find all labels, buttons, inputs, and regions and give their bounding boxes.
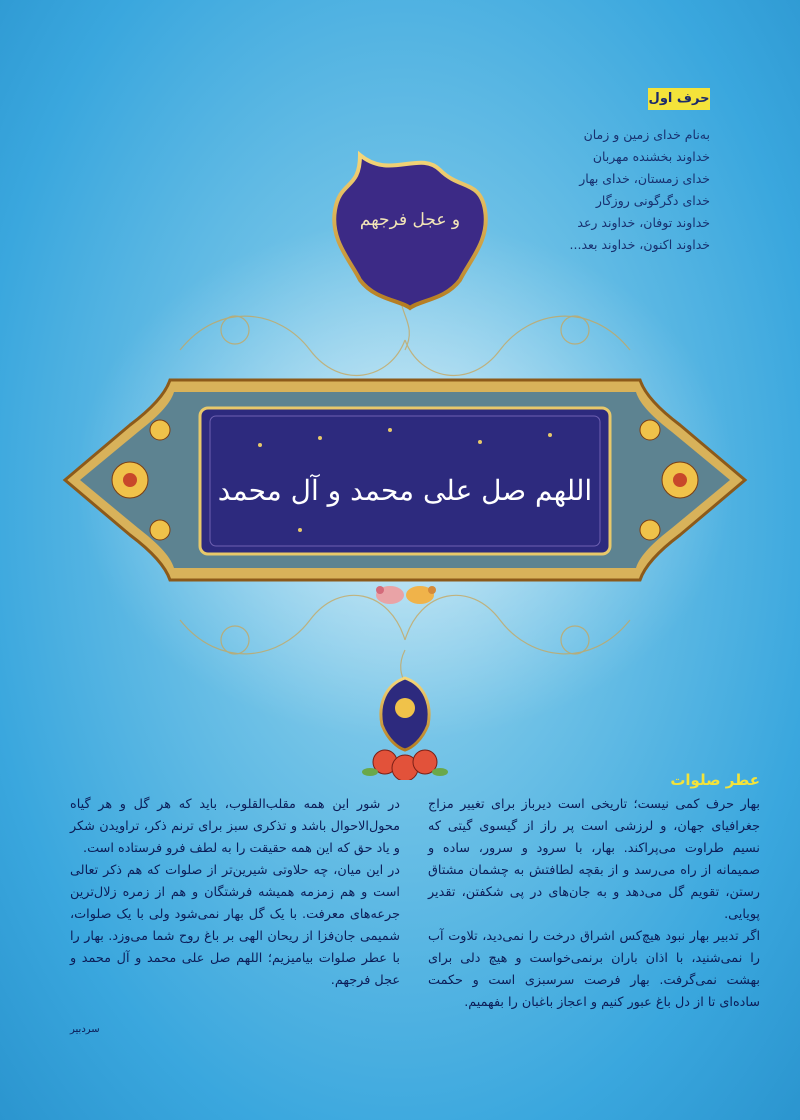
- poem-line: به‌نام خدای زمین و زمان: [583, 127, 710, 142]
- paragraph: در این میان، چه حلاوتی شیرین‌تر از صلوات که هم ذکر تعالی است و هم زمزمه همیشه فرشتگان و هم از زمره زلال‌ترین جرعه‌های معرفت. با یک گل بهار نمی‌شود ولی با یک صلوات، شمیمی جان‌فزا از ریحان الهی بر باغ روح شما می‌وزد. بهار را با عطر صلوات بیامیزیم؛ اللهم صل علی محمد و آل محمد و عجل فرجهم.: [70, 863, 400, 988]
- article-title: عطر صلوات: [670, 771, 760, 789]
- paragraph: اگر تدبیر بهار نبود هیچ‌کس اشراق درخت را نمی‌دید، تلاوت آب را نمی‌شنید، با اذان باران برنمی‌خواست و هیچ دلی برای بهشت نمی‌گرفت. بهار فرصت سرسبزی است و حکمت ساده‌ای تا از دل باغ عبور کنیم و اعجاز باغبان را بفهمیم.: [428, 929, 760, 1010]
- article-column-right: [428, 794, 760, 1014]
- poem-line: خداوند اکنون، خداوند بعد...: [569, 237, 710, 252]
- poem-line: خداوند بخشنده مهربان: [592, 149, 710, 164]
- paragraph: بهار حرف کمی نیست؛ تاریخی است دیرباز برای تغییر مزاج جغرافیای جهان، و لرزشی است پر راز از گیسوی گیتی که نسیم طراوت می‌پراکند. بهار، با سرود و سرور، ساده و صمیمانه از راه می‌رسد و از بقچه لطافتش به چشمان مشتاق رستن، تقویم گل می‌دهد و به جان‌های در پی شکفتن، تقدیر پویایی.: [428, 797, 760, 922]
- poem-line: خداوند توفان، خداوند رعد: [577, 215, 710, 230]
- article-column-left: [70, 794, 400, 992]
- paragraph: در شور این همه مقلب‌القلوب، باید که هر گل و هر گیاه محول‌الاحوال باشد و تذکری سبز برای ترنم ذکر، تراویدن شکر و یاد حق که این همه حقیقت را به لطف فرو فرستاده است.: [70, 797, 400, 856]
- main-calligraphy: اللهم صل علی محمد و آل محمد: [217, 474, 593, 507]
- poem-line: خدای دگرگونی روزگار: [595, 193, 710, 208]
- calligraphy-ornament: [60, 150, 750, 780]
- main-cartouche: [65, 380, 745, 580]
- signature: سردبیر: [70, 1024, 100, 1035]
- top-calligraphy: و عجل فرجهم: [359, 210, 461, 230]
- poem-line: خدای زمستان، خدای بهار: [579, 171, 710, 186]
- section-tag: حرف اول: [648, 88, 710, 110]
